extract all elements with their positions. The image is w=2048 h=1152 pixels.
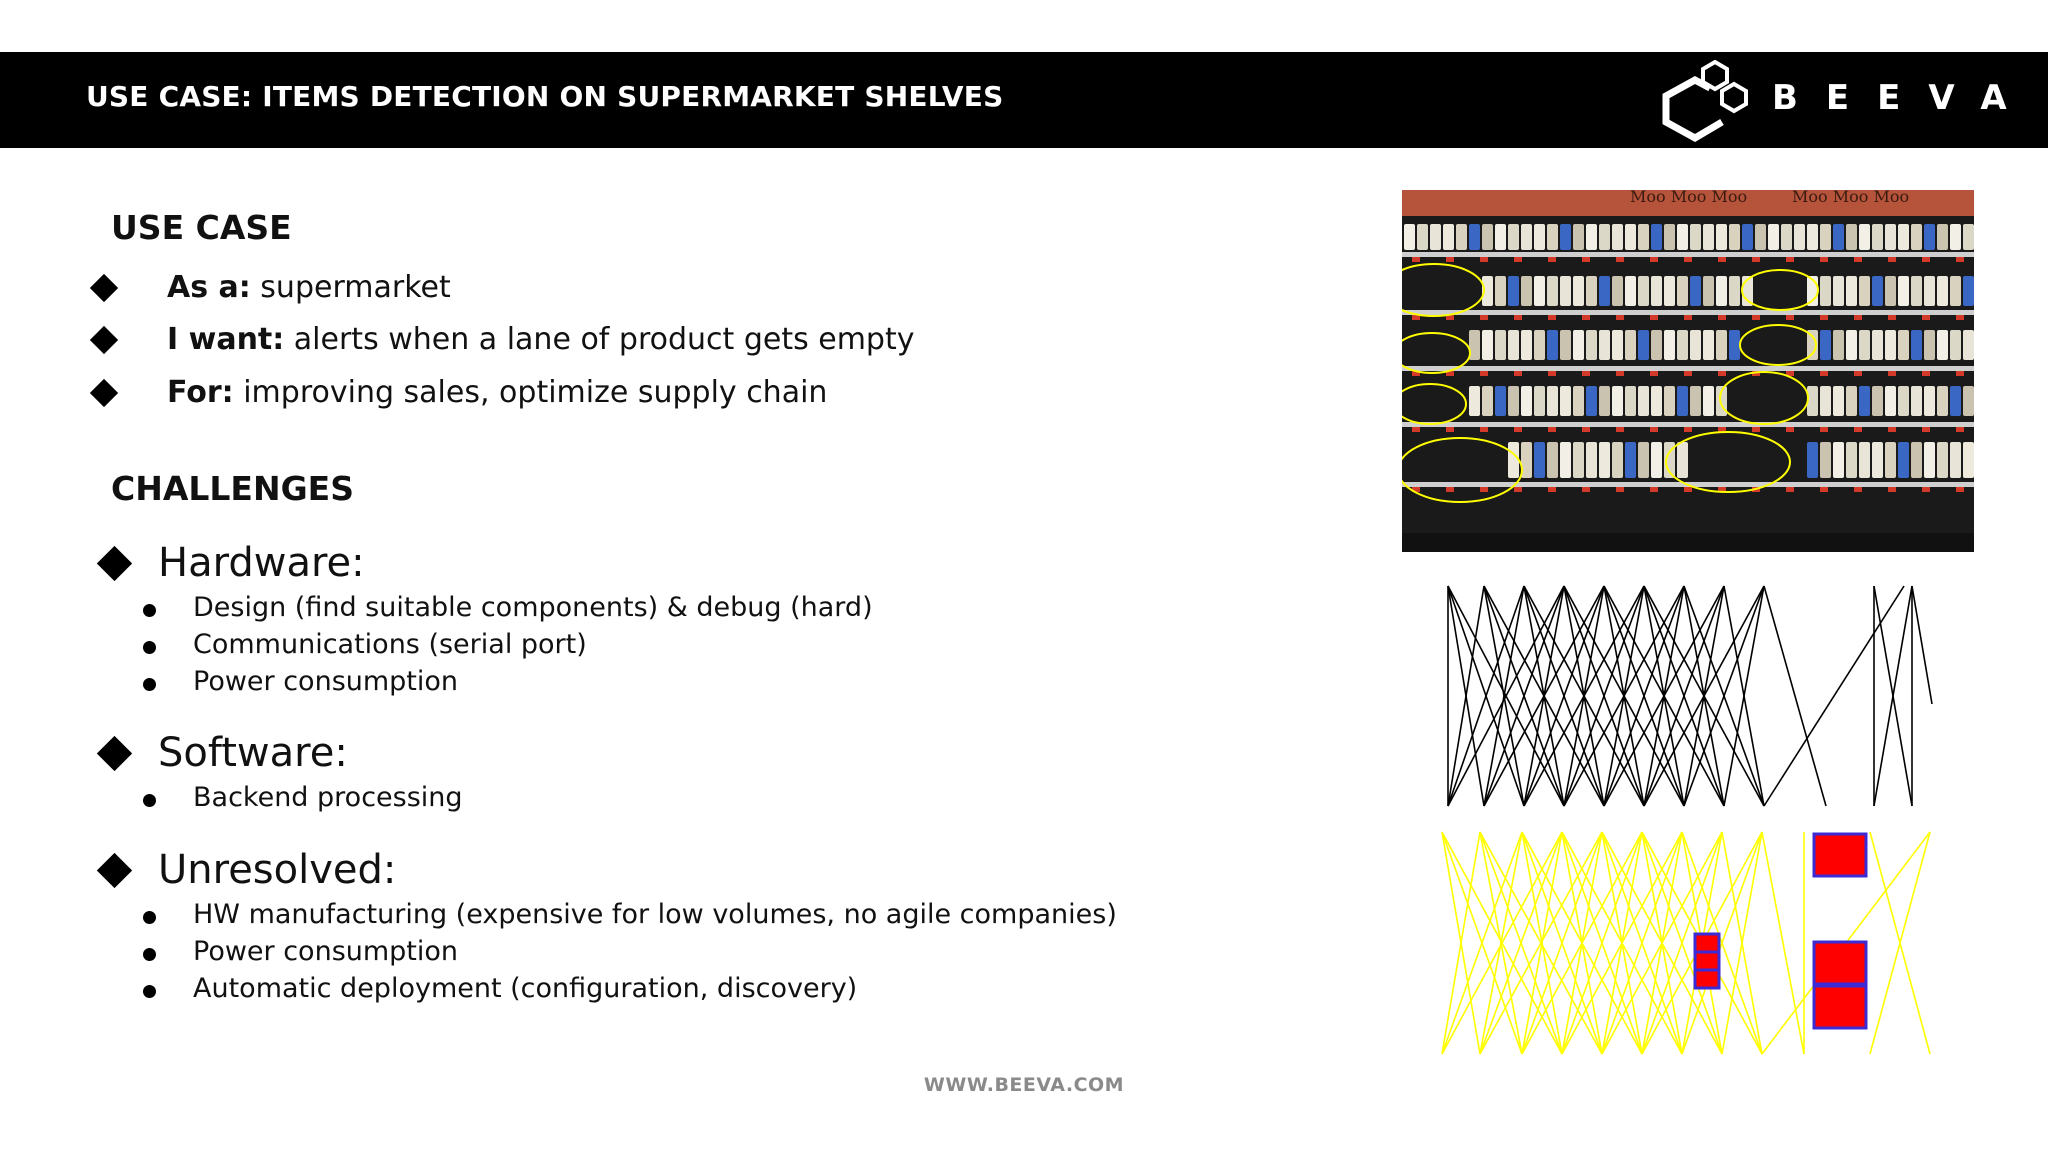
product-item — [1859, 276, 1870, 306]
shelf-sign-text: Moo Moo Moo — [1792, 190, 1910, 206]
product-item — [1456, 224, 1467, 250]
price-tag — [1752, 257, 1760, 262]
product-item — [1508, 224, 1519, 250]
price-tag — [1650, 371, 1658, 376]
price-tag — [1786, 487, 1794, 492]
product-item — [1950, 330, 1961, 360]
product-item — [1703, 386, 1714, 416]
product-item — [1703, 276, 1714, 306]
price-tag — [1718, 257, 1726, 262]
product-item — [1677, 386, 1688, 416]
product-item — [1469, 224, 1480, 250]
product-item — [1560, 330, 1571, 360]
price-tag — [1480, 257, 1488, 262]
list-item-text: HW manufacturing (expensive for low volumes, no agile companies) — [193, 899, 1117, 930]
product-item — [1638, 386, 1649, 416]
product-item — [1846, 442, 1857, 478]
product-item — [1859, 224, 1870, 250]
product-item — [1573, 386, 1584, 416]
product-item — [1586, 276, 1597, 306]
price-tag — [1922, 315, 1930, 320]
use-case-text: alerts when a lane of product gets empty — [284, 322, 915, 357]
product-item — [1443, 224, 1454, 250]
product-item — [1664, 386, 1675, 416]
product-item — [1872, 330, 1883, 360]
product-item — [1898, 330, 1909, 360]
price-tag — [1786, 315, 1794, 320]
product-item — [1508, 386, 1519, 416]
product-item — [1638, 330, 1649, 360]
empty-lane-detection — [1695, 970, 1719, 988]
price-tag — [1616, 371, 1624, 376]
shelf-edge — [1402, 252, 1974, 257]
price-tag — [1888, 315, 1896, 320]
product-item — [1521, 330, 1532, 360]
use-case-label: I want: — [167, 322, 285, 357]
price-tag — [1854, 257, 1862, 262]
list-item-text: Backend processing — [193, 782, 463, 813]
product-item — [1885, 386, 1896, 416]
product-item — [1950, 224, 1961, 250]
list-item-text: Communications (serial port) — [193, 629, 587, 660]
product-item — [1495, 386, 1506, 416]
product-item — [1599, 276, 1610, 306]
product-item — [1534, 276, 1545, 306]
product-item — [1664, 276, 1675, 306]
price-tag — [1786, 257, 1794, 262]
detection-result-graph — [1440, 830, 1934, 1056]
product-item — [1872, 224, 1883, 250]
product-item — [1612, 330, 1623, 360]
price-tag — [1820, 315, 1828, 320]
price-tag — [1514, 487, 1522, 492]
product-item — [1586, 442, 1597, 478]
product-item — [1573, 224, 1584, 250]
product-item — [1755, 224, 1766, 250]
product-item — [1924, 330, 1935, 360]
price-tag — [1888, 427, 1896, 432]
product-item — [1703, 330, 1714, 360]
bullet-dot-icon — [143, 641, 156, 654]
price-tag — [1480, 371, 1488, 376]
product-item — [1677, 330, 1688, 360]
product-item — [1872, 276, 1883, 306]
price-tag — [1514, 257, 1522, 262]
product-item — [1599, 224, 1610, 250]
product-item — [1833, 276, 1844, 306]
product-item — [1495, 330, 1506, 360]
product-item — [1560, 442, 1571, 478]
price-tag — [1854, 371, 1862, 376]
product-item — [1482, 224, 1493, 250]
diamond-bullet-icon — [90, 326, 118, 354]
product-item — [1807, 224, 1818, 250]
product-item — [1937, 276, 1948, 306]
product-item — [1690, 386, 1701, 416]
price-tag — [1922, 257, 1930, 262]
supermarket-shelf-photo — [1402, 190, 1974, 552]
slide-title: USE CASE: ITEMS DETECTION ON SUPERMARKET SHELVES — [86, 80, 1004, 113]
empty-lane-detection — [1695, 952, 1719, 970]
product-item — [1547, 330, 1558, 360]
price-tag — [1854, 487, 1862, 492]
product-item — [1547, 442, 1558, 478]
product-item — [1950, 386, 1961, 416]
logo-wordmark: BEEVA — [1772, 78, 2035, 118]
price-tag — [1684, 487, 1692, 492]
product-item — [1937, 442, 1948, 478]
use-case-heading: USE CASE — [111, 208, 292, 247]
product-item — [1547, 386, 1558, 416]
price-tag — [1820, 487, 1828, 492]
price-tag — [1650, 487, 1658, 492]
product-item — [1612, 442, 1623, 478]
price-tag — [1480, 427, 1488, 432]
product-item — [1625, 224, 1636, 250]
product-item — [1729, 330, 1740, 360]
category-title: Unresolved: — [158, 847, 397, 893]
shelf-edge — [1402, 366, 1974, 371]
price-tag — [1922, 371, 1930, 376]
product-item — [1612, 386, 1623, 416]
use-case-label: As a: — [167, 270, 251, 305]
product-item — [1820, 330, 1831, 360]
product-item — [1898, 276, 1909, 306]
product-item — [1911, 330, 1922, 360]
price-tag — [1684, 257, 1692, 262]
header-bar — [0, 52, 2048, 148]
product-item — [1846, 386, 1857, 416]
bullet-dot-icon — [143, 678, 156, 691]
price-tag — [1684, 427, 1692, 432]
product-item — [1924, 442, 1935, 478]
challenges-heading: CHALLENGES — [111, 469, 354, 508]
product-item — [1664, 330, 1675, 360]
product-item — [1625, 276, 1636, 306]
product-item — [1508, 330, 1519, 360]
product-item — [1820, 224, 1831, 250]
product-item — [1534, 442, 1545, 478]
shelf-edge — [1402, 310, 1974, 315]
product-item — [1794, 224, 1805, 250]
product-item — [1560, 224, 1571, 250]
price-tag — [1718, 371, 1726, 376]
product-item — [1833, 224, 1844, 250]
price-tag — [1684, 315, 1692, 320]
product-item — [1664, 224, 1675, 250]
product-item — [1872, 442, 1883, 478]
price-tag — [1582, 487, 1590, 492]
price-tag — [1956, 371, 1964, 376]
price-tag — [1446, 427, 1454, 432]
product-item — [1898, 224, 1909, 250]
product-item — [1417, 224, 1428, 250]
product-item — [1586, 224, 1597, 250]
product-item — [1599, 442, 1610, 478]
price-tag — [1956, 487, 1964, 492]
product-item — [1547, 224, 1558, 250]
price-tag — [1480, 487, 1488, 492]
product-item — [1638, 224, 1649, 250]
price-tag — [1548, 315, 1556, 320]
product-item — [1885, 330, 1896, 360]
product-item — [1495, 224, 1506, 250]
bullet-dot-icon — [143, 911, 156, 924]
price-tag — [1548, 487, 1556, 492]
product-item — [1625, 330, 1636, 360]
product-item — [1833, 386, 1844, 416]
product-item — [1586, 330, 1597, 360]
price-tag — [1888, 257, 1896, 262]
product-item — [1690, 330, 1701, 360]
diamond-bullet-icon — [97, 546, 132, 581]
product-item — [1612, 276, 1623, 306]
product-item — [1768, 224, 1779, 250]
product-item — [1846, 224, 1857, 250]
product-item — [1547, 276, 1558, 306]
product-item — [1807, 442, 1818, 478]
diamond-bullet-icon — [90, 274, 118, 302]
product-item — [1781, 224, 1792, 250]
product-item — [1911, 276, 1922, 306]
use-case-label: For: — [167, 375, 234, 410]
product-item — [1833, 442, 1844, 478]
product-item — [1560, 386, 1571, 416]
product-item — [1859, 442, 1870, 478]
price-tag — [1922, 427, 1930, 432]
price-tag — [1446, 257, 1454, 262]
hexagon-logo-icon — [1660, 60, 1770, 142]
product-item — [1846, 276, 1857, 306]
product-item — [1846, 330, 1857, 360]
price-tag — [1480, 315, 1488, 320]
price-tag — [1514, 427, 1522, 432]
product-item — [1716, 224, 1727, 250]
product-item — [1534, 386, 1545, 416]
product-item — [1534, 224, 1545, 250]
product-item — [1482, 386, 1493, 416]
diamond-bullet-icon — [90, 379, 118, 407]
product-item — [1625, 386, 1636, 416]
product-item — [1820, 442, 1831, 478]
price-tag — [1820, 427, 1828, 432]
price-tag — [1616, 487, 1624, 492]
product-item — [1898, 386, 1909, 416]
price-tag — [1582, 427, 1590, 432]
empty-lane-detection — [1814, 834, 1866, 876]
product-item — [1677, 224, 1688, 250]
product-item — [1521, 224, 1532, 250]
price-tag — [1752, 315, 1760, 320]
bullet-dot-icon — [143, 604, 156, 617]
product-item — [1924, 224, 1935, 250]
product-item — [1573, 442, 1584, 478]
product-item — [1898, 442, 1909, 478]
price-tag — [1752, 427, 1760, 432]
product-item — [1950, 276, 1961, 306]
use-case-text: improving sales, optimize supply chain — [233, 375, 828, 410]
product-item — [1573, 276, 1584, 306]
bullet-dot-icon — [143, 794, 156, 807]
empty-lane-detection — [1814, 942, 1866, 984]
product-item — [1911, 224, 1922, 250]
product-item — [1703, 224, 1714, 250]
product-item — [1937, 386, 1948, 416]
product-item — [1651, 224, 1662, 250]
product-item — [1599, 386, 1610, 416]
price-tag — [1888, 371, 1896, 376]
product-item — [1677, 276, 1688, 306]
price-tag — [1820, 257, 1828, 262]
product-item — [1521, 276, 1532, 306]
price-tag — [1684, 371, 1692, 376]
product-item — [1469, 386, 1480, 416]
list-item-text: Power consumption — [193, 666, 459, 697]
price-tag — [1616, 427, 1624, 432]
product-item — [1651, 442, 1662, 478]
price-tag — [1412, 257, 1420, 262]
product-item — [1716, 276, 1727, 306]
product-item — [1859, 386, 1870, 416]
list-item-text: Automatic deployment (configuration, discovery) — [193, 973, 858, 1004]
shelf-edge — [1402, 422, 1974, 427]
product-item — [1885, 224, 1896, 250]
price-tag — [1922, 487, 1930, 492]
product-item — [1963, 386, 1974, 416]
product-item — [1742, 224, 1753, 250]
product-item — [1430, 224, 1441, 250]
price-tag — [1956, 427, 1964, 432]
shelf-sign-text: Moo Moo Moo — [1630, 190, 1748, 206]
list-item-text: Power consumption — [193, 936, 459, 967]
product-item — [1924, 386, 1935, 416]
price-tag — [1956, 315, 1964, 320]
product-item — [1586, 386, 1597, 416]
product-item — [1885, 442, 1896, 478]
price-tag — [1854, 315, 1862, 320]
product-item — [1937, 330, 1948, 360]
price-tag — [1548, 371, 1556, 376]
product-item — [1885, 276, 1896, 306]
empty-lane-detection — [1695, 934, 1719, 952]
price-tag — [1582, 257, 1590, 262]
use-case-text: supermarket — [250, 270, 451, 305]
product-item — [1937, 224, 1948, 250]
diamond-bullet-icon — [97, 736, 132, 771]
bullet-dot-icon — [143, 948, 156, 961]
product-item — [1651, 330, 1662, 360]
product-item — [1872, 386, 1883, 416]
product-item — [1729, 224, 1740, 250]
product-item — [1833, 330, 1844, 360]
product-item — [1625, 442, 1636, 478]
product-item — [1573, 330, 1584, 360]
price-tag — [1582, 371, 1590, 376]
product-item — [1820, 386, 1831, 416]
footer-url: WWW.BEEVA.COM — [923, 1074, 1125, 1096]
product-item — [1690, 224, 1701, 250]
product-item — [1690, 276, 1701, 306]
price-tag — [1650, 257, 1658, 262]
product-item — [1950, 442, 1961, 478]
diamond-bullet-icon — [97, 853, 132, 888]
product-item — [1599, 330, 1610, 360]
product-item — [1677, 442, 1688, 478]
product-item — [1729, 276, 1740, 306]
product-item — [1612, 224, 1623, 250]
product-item — [1482, 330, 1493, 360]
product-item — [1859, 330, 1870, 360]
bullet-dot-icon — [143, 985, 156, 998]
price-tag — [1786, 427, 1794, 432]
product-item — [1651, 276, 1662, 306]
price-tag — [1514, 315, 1522, 320]
product-item — [1716, 330, 1727, 360]
category-title: Software: — [158, 730, 348, 776]
price-tag — [1514, 371, 1522, 376]
product-item — [1508, 276, 1519, 306]
product-item — [1963, 442, 1974, 478]
product-item — [1963, 330, 1974, 360]
product-item — [1911, 442, 1922, 478]
product-item — [1508, 442, 1519, 478]
product-item — [1924, 276, 1935, 306]
beeva-logo — [1660, 60, 2035, 142]
price-tag — [1650, 427, 1658, 432]
price-tag — [1650, 315, 1658, 320]
product-item — [1638, 442, 1649, 478]
product-item — [1638, 276, 1649, 306]
price-tag — [1888, 487, 1896, 492]
price-tag — [1616, 315, 1624, 320]
product-item — [1820, 276, 1831, 306]
price-tag — [1548, 427, 1556, 432]
product-item — [1404, 224, 1415, 250]
product-item — [1911, 386, 1922, 416]
price-tag — [1616, 257, 1624, 262]
product-item — [1560, 276, 1571, 306]
price-tag — [1446, 487, 1454, 492]
price-tag — [1718, 315, 1726, 320]
price-tag — [1956, 257, 1964, 262]
product-item — [1534, 330, 1545, 360]
empty-lane-detection — [1814, 986, 1866, 1028]
category-title: Hardware: — [158, 540, 365, 586]
product-item — [1651, 386, 1662, 416]
price-tag — [1854, 427, 1862, 432]
list-item-text: Design (find suitable components) & debug (hard) — [193, 592, 873, 623]
product-item — [1521, 386, 1532, 416]
price-tag — [1412, 427, 1420, 432]
product-item — [1963, 276, 1974, 306]
price-tag — [1582, 315, 1590, 320]
detection-network-graph — [1444, 584, 1934, 808]
product-item — [1495, 276, 1506, 306]
price-tag — [1820, 371, 1828, 376]
product-item — [1963, 224, 1974, 250]
price-tag — [1548, 257, 1556, 262]
